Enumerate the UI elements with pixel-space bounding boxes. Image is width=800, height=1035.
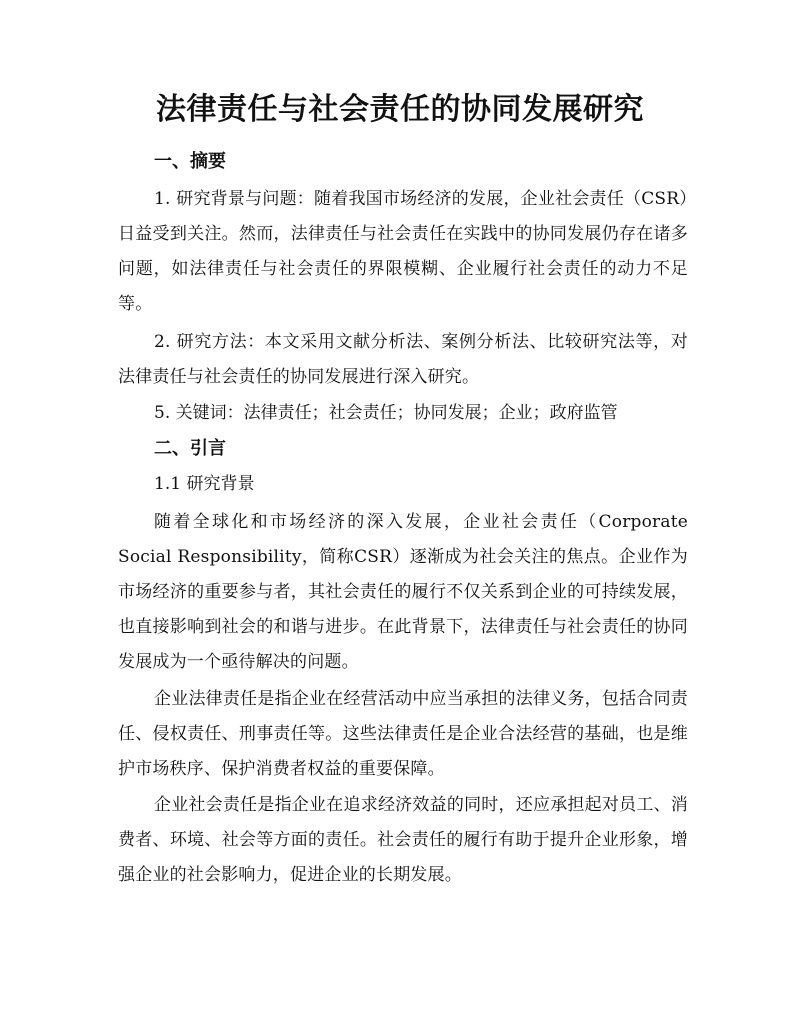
intro-paragraph-legal-responsibility: 企业法律责任是指企业在经营活动中应当承担的法律义务，包括合同责任、侵权责任、刑事责任等。这些法律责任是企业合法经营的基础，也是维护市场秩序、保护消费者权益的重要保障。 [118,689,688,779]
abstract-keywords: 5. 关键词：法律责任；社会责任；协同发展；企业；政府监管 [154,403,618,423]
subsection-heading-background: 1.1 研究背景 [154,474,255,494]
section-heading-abstract: 一、摘要 [154,151,226,172]
abstract-paragraph-background: 1. 研究背景与问题：随着我国市场经济的发展，企业社会责任（CSR）日益受到关注。然而，法律责任与社会责任在实践中的协同发展仍存在诸多问题，如法律责任与社会责任的界限模糊、企业履行社会责任的动力不足等。 [118,189,688,314]
intro-paragraph-social-responsibility: 企业社会责任是指企业在追求经济效益的同时，还应承担起对员工、消费者、环境、社会等方面的责任。社会责任的履行有助于提升企业形象，增强企业的社会影响力，促进企业的长期发展。 [118,795,688,885]
intro-paragraph-csr: 随着全球化和市场经济的深入发展，企业社会责任（Corporate Social Responsibility，简称CSR）逐渐成为社会关注的焦点。企业作为市场经济的重要参与者，其社会责任的履行不仅关系到企业的可持续发展，也直接影响到社会的和谐与进步。在此背景下，法律责任与社会责任的协同发展成为一个亟待解决的问题。 [118,512,688,672]
abstract-paragraph-methods: 2. 研究方法：本文采用文献分析法、案例分析法、比较研究法等，对法律责任与社会责任的协同发展进行深入研究。 [118,332,688,387]
document-title: 法律责任与社会责任的协同发展研究 [156,92,644,127]
section-heading-introduction: 二、引言 [154,438,226,459]
